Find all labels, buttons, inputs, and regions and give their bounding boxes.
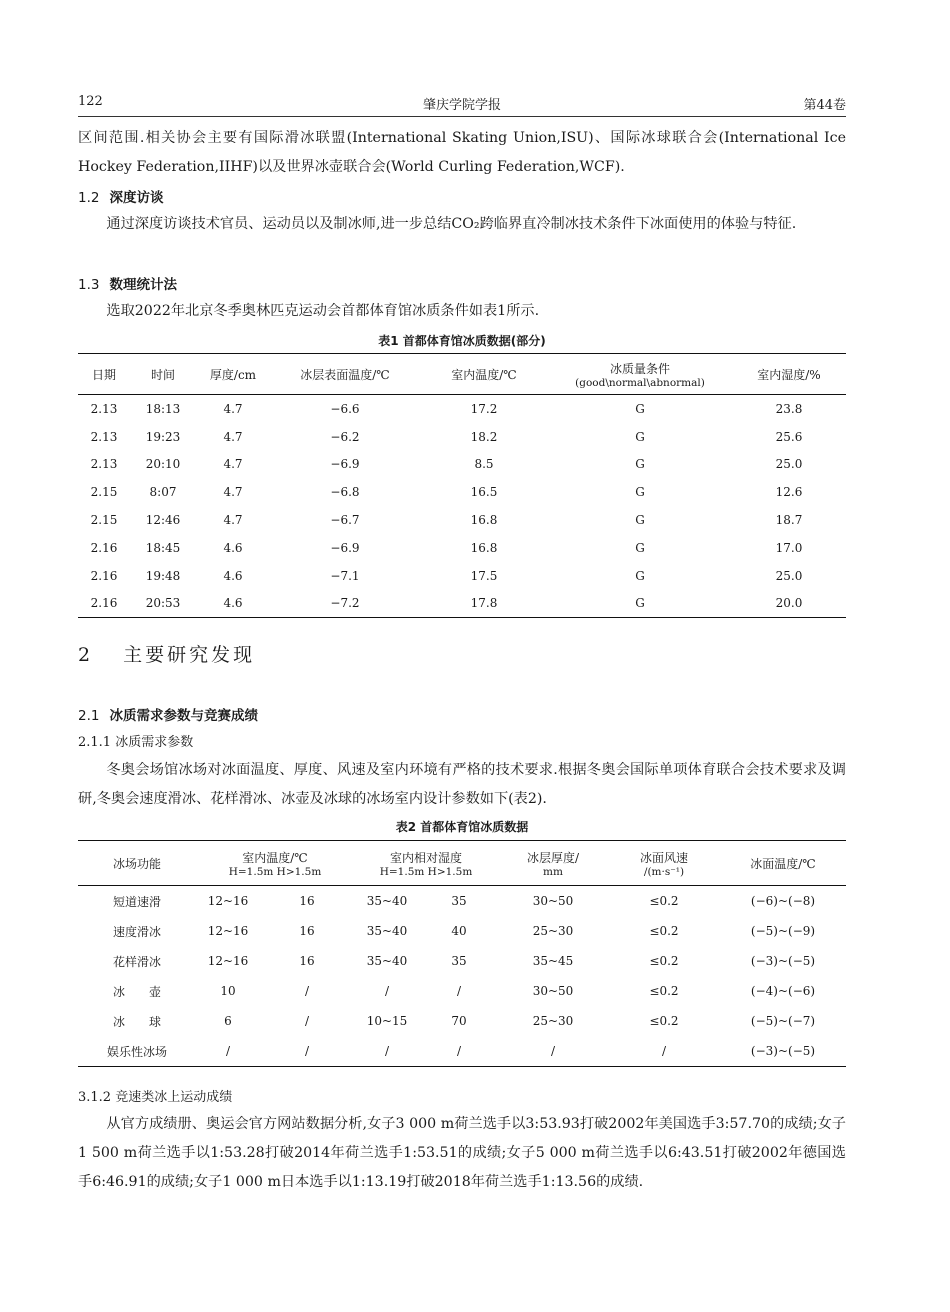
table2-body xyxy=(78,886,846,1067)
section-title: 深度访谈 xyxy=(109,190,164,206)
table-cell: 18:13 xyxy=(145,401,181,416)
table-row xyxy=(78,506,846,534)
table-cell: 35 xyxy=(451,894,467,908)
table-cell: 20.0 xyxy=(775,596,803,611)
col-header-sub: H=1.5m H>1.5m xyxy=(379,865,473,878)
table-cell: 12:46 xyxy=(145,513,181,528)
table-cell: 10 xyxy=(220,984,236,998)
table-cell: 2.13 xyxy=(90,457,118,472)
table-cell: −6.2 xyxy=(330,429,360,444)
table-row xyxy=(78,1006,846,1036)
table-cell: −6.9 xyxy=(330,540,360,555)
section-number: 2 xyxy=(78,644,94,666)
table1-caption: 表1 首都体育馆冰质数据(部分) xyxy=(378,334,546,348)
table-row xyxy=(78,946,846,976)
table-cell: 30~50 xyxy=(532,894,574,908)
table-cell: (−3)~(−5) xyxy=(750,954,816,968)
table-cell: −6.6 xyxy=(330,401,360,416)
table-cell: 19:23 xyxy=(145,429,181,444)
table-cell: 16.8 xyxy=(470,540,498,555)
table-cell: / xyxy=(304,1014,310,1028)
table-cell: G xyxy=(635,429,645,444)
col-header xyxy=(548,354,732,395)
col-header-label: 室内温度/℃ xyxy=(242,850,308,865)
table-cell: 35~40 xyxy=(366,954,408,968)
table-cell: / xyxy=(384,1044,390,1058)
table1-body xyxy=(78,395,846,618)
section-heading-1-3 xyxy=(78,273,846,293)
table-row xyxy=(78,395,846,423)
table-cell: 2.16 xyxy=(90,596,118,611)
section-2-1-1-text: 冬奥会场馆冰场对冰面温度、厚度、风速及室内环境有严格的技术要求.根据冬奥会国际单项体育联合会技术要求及调研,冬奥会速度滑冰、花样滑冰、冰壶及冰球的冰场室内设计参数如下(表2). xyxy=(78,762,846,807)
table-cell: 16 xyxy=(299,954,315,968)
table-cell: 4.6 xyxy=(223,568,243,583)
table-cell: / xyxy=(456,984,462,998)
table-cell: 25~30 xyxy=(532,924,574,938)
col-header xyxy=(608,841,720,886)
table-cell: (−5)~(−9) xyxy=(750,924,816,938)
section-heading-2 xyxy=(78,640,846,667)
table-cell: 25.0 xyxy=(775,568,803,583)
table-cell: G xyxy=(635,540,645,555)
table-cell: ≤0.2 xyxy=(649,924,679,938)
table1-header-row xyxy=(78,354,846,395)
table-cell: 18:45 xyxy=(145,540,181,555)
table-cell: 20:10 xyxy=(145,457,181,472)
col-header-sub: /(m·s⁻¹) xyxy=(643,865,685,878)
table-cell: 70 xyxy=(451,1014,467,1028)
table-cell: −6.8 xyxy=(330,485,360,500)
col-header xyxy=(196,841,354,886)
table-cell: 娱乐性冰场 xyxy=(106,1044,167,1059)
col-header: 冰层表面温度/℃ xyxy=(300,367,390,382)
section-heading-2-1-1: 2.1.1 冰质需求参数 xyxy=(78,735,194,750)
col-header: 冰场功能 xyxy=(112,856,161,871)
volume-label: 第44卷 xyxy=(803,98,846,113)
table-cell: 冰 壶 xyxy=(112,984,161,999)
table1-container xyxy=(78,353,846,618)
table-cell: 冰 球 xyxy=(112,1014,161,1029)
table-cell: 10~15 xyxy=(366,1014,408,1028)
running-header xyxy=(78,94,846,117)
table-cell: 8.5 xyxy=(474,457,494,472)
table-row xyxy=(78,886,846,917)
table-cell: / xyxy=(304,984,310,998)
col-header-label: 室内相对湿度 xyxy=(389,850,462,865)
table-cell: ≤0.2 xyxy=(649,1014,679,1028)
table-cell: 2.13 xyxy=(90,429,118,444)
col-header xyxy=(354,841,498,886)
table-cell: 4.7 xyxy=(223,457,243,472)
section-number: 1.3 xyxy=(78,277,100,293)
table-cell: 12~16 xyxy=(207,894,249,908)
col-header xyxy=(498,841,608,886)
intro-paragraph: 区间范围.相关协会主要有国际滑冰联盟(International Skating Union,ISU)、国际冰球联合会(International Ice Hockey Federation,IIHF)以及世界冰壶联合会(World Curling Federation,WCF). xyxy=(78,130,846,175)
table-cell: 20:53 xyxy=(145,596,181,611)
table-cell: (−4)~(−6) xyxy=(750,984,816,998)
table-cell: 16 xyxy=(299,894,315,908)
table-cell: 4.7 xyxy=(223,429,243,444)
table-cell: 2.13 xyxy=(90,401,118,416)
table-cell: / xyxy=(384,984,390,998)
table-row xyxy=(78,478,846,506)
table-cell: 4.6 xyxy=(223,596,243,611)
col-header-label: 冰层厚度/ xyxy=(526,850,580,865)
table-cell: G xyxy=(635,401,645,416)
table-cell: 23.8 xyxy=(775,401,803,416)
col-header-label: 冰质量条件 xyxy=(609,361,670,376)
table-cell: / xyxy=(225,1044,231,1058)
table-cell: ≤0.2 xyxy=(649,894,679,908)
col-header: 冰面温度/℃ xyxy=(750,856,816,871)
table-cell: 12.6 xyxy=(775,485,803,500)
table-cell: 2.16 xyxy=(90,540,118,555)
table-cell: −6.7 xyxy=(330,513,360,528)
table-cell: 4.6 xyxy=(223,540,243,555)
table-cell: G xyxy=(635,568,645,583)
table-cell: 35~45 xyxy=(532,954,574,968)
section-heading-1-2 xyxy=(78,186,846,206)
table-row xyxy=(78,534,846,562)
col-header: 室内温度/℃ xyxy=(451,367,517,382)
table-row xyxy=(78,976,846,1006)
table-cell: / xyxy=(550,1044,556,1058)
table-cell: 6 xyxy=(224,1014,232,1028)
table1 xyxy=(78,353,846,618)
page-number: 122 xyxy=(78,94,103,109)
table-cell: (−5)~(−7) xyxy=(750,1014,816,1028)
col-header: 厚度/cm xyxy=(209,367,257,382)
table-cell: 25.6 xyxy=(775,429,803,444)
col-header-sub: (good\normal\abnormal) xyxy=(575,376,705,389)
table2-container xyxy=(78,840,846,1067)
table-cell: / xyxy=(661,1044,667,1058)
table-cell: ≤0.2 xyxy=(649,984,679,998)
table-cell: 35~40 xyxy=(366,924,408,938)
table-cell: 4.7 xyxy=(223,513,243,528)
table-row xyxy=(78,562,846,590)
table-cell: 30~50 xyxy=(532,984,574,998)
table-cell: 25~30 xyxy=(532,1014,574,1028)
table-row xyxy=(78,451,846,479)
section-1-3-text: 选取2022年北京冬季奥林匹克运动会首都体育馆冰质条件如表1所示. xyxy=(106,303,540,319)
table-cell: / xyxy=(304,1044,310,1058)
table-row xyxy=(78,1036,846,1067)
table-cell: (−6)~(−8) xyxy=(750,894,816,908)
table-cell: G xyxy=(635,513,645,528)
table-cell: 35~40 xyxy=(366,894,408,908)
table-cell: G xyxy=(635,596,645,611)
section-heading-2-1 xyxy=(78,704,846,724)
journal-name: 肇庆学院学报 xyxy=(422,98,501,113)
table-cell: 17.2 xyxy=(470,401,498,416)
table-cell: G xyxy=(635,457,645,472)
table-cell: 4.7 xyxy=(223,401,243,416)
table-row xyxy=(78,590,846,618)
table-cell: ≤0.2 xyxy=(649,954,679,968)
table-cell: 短道速滑 xyxy=(112,894,161,909)
section-heading-3-1-2: 3.1.2 竞速类冰上运动成绩 xyxy=(78,1090,233,1105)
col-header: 室内湿度/% xyxy=(757,367,821,382)
table-cell: 12~16 xyxy=(207,954,249,968)
section-3-1-2-text: 从官方成绩册、奥运会官方网站数据分析,女子3 000 m荷兰选手以3:53.93打破2002年美国选手3:57.70的成绩;女子1 500 m荷兰选手以1:53.28打破2014年荷兰选手1:53.51的成绩;女子5 000 m荷兰选手以6:43.51打破2002年德国选手6:46.91的成绩;女子1 000 m日本选手以1:13.19打破2018年荷兰选手1:13.56的成绩. xyxy=(78,1116,846,1190)
table-cell: 17.5 xyxy=(470,568,498,583)
table-row xyxy=(78,916,846,946)
col-header: 日期 xyxy=(91,367,116,382)
table-cell: 16 xyxy=(299,924,315,938)
table2 xyxy=(78,840,846,1067)
table-cell: 花样滑冰 xyxy=(112,954,161,969)
table-cell: 12~16 xyxy=(207,924,249,938)
section-title: 数理统计法 xyxy=(109,277,177,293)
col-header-sub: H=1.5m H>1.5m xyxy=(228,865,322,878)
table-cell: / xyxy=(456,1044,462,1058)
col-header-label: 冰面风速 xyxy=(639,850,688,865)
table-cell: 2.15 xyxy=(90,485,118,500)
table-cell: 2.16 xyxy=(90,568,118,583)
table-cell: −7.1 xyxy=(330,568,360,583)
table-cell: 速度滑冰 xyxy=(112,924,161,939)
table-cell: 18.7 xyxy=(775,513,803,528)
table-cell: 17.0 xyxy=(775,540,803,555)
section-title: 冰质需求参数与竞赛成绩 xyxy=(109,708,258,724)
table-cell: 16.8 xyxy=(470,513,498,528)
table-cell: 2.15 xyxy=(90,513,118,528)
section-1-2-text: 通过深度访谈技术官员、运动员以及制冰师,进一步总结CO₂跨临界直冷制冰技术条件下冰面使用的体验与特征. xyxy=(106,216,797,232)
table-cell: 18.2 xyxy=(470,429,498,444)
table-cell: 8:07 xyxy=(149,485,177,500)
section-number: 1.2 xyxy=(78,190,100,206)
table-row xyxy=(78,423,846,451)
table2-header-row xyxy=(78,841,846,886)
table-cell: 40 xyxy=(451,924,467,938)
col-header: 时间 xyxy=(150,367,175,382)
table-cell: 17.8 xyxy=(470,596,498,611)
table-cell: 4.7 xyxy=(223,485,243,500)
section-number: 2.1 xyxy=(78,708,100,724)
table-cell: 25.0 xyxy=(775,457,803,472)
col-header-sub: mm xyxy=(543,865,563,878)
table-cell: G xyxy=(635,485,645,500)
table-cell: −6.9 xyxy=(330,457,360,472)
table2-caption: 表2 首都体育馆冰质数据 xyxy=(395,820,529,834)
table-cell: 19:48 xyxy=(145,568,181,583)
table-cell: 35 xyxy=(451,954,467,968)
table-cell: 16.5 xyxy=(470,485,498,500)
table-cell: (−3)~(−5) xyxy=(750,1044,816,1058)
section-title: 主要研究发现 xyxy=(123,644,256,666)
table-cell: −7.2 xyxy=(330,596,360,611)
